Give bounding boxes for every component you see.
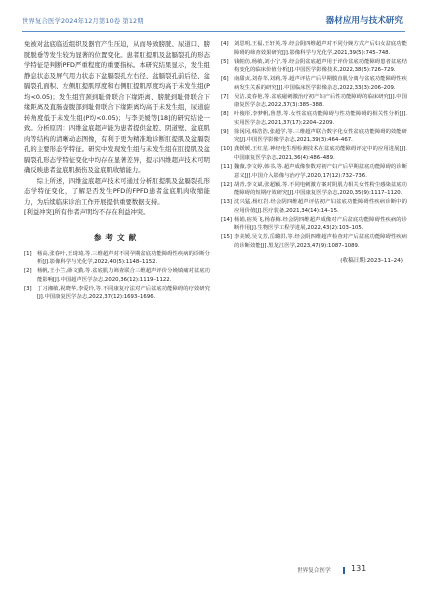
references-title: 参考文献 bbox=[93, 232, 141, 242]
body-paragraph: 免被对盆底临近组织及器官产生压迫，从而导致膀胱、尿道口、膀胱脱垂等发生较为显著的位置变化。患者肛提肌及盆膈裂孔的形态学特征是判断PFD严重程度的重要指标。本研究结果显示，发生组静息状态及屏气用力状态下盆膈裂孔左右径、盆膈裂孔前后径、盆膈裂孔面积、左侧肛提肌厚度和右侧肛提肌厚度均高于未发生组(P均<0.05)；发生组宫颈到耻骨联合下缘距离、膀胱到耻骨联合下缘距离及直肠壶腹部到耻骨联合下缘距离均高于未发生组，尿道旋转角度低于未发生组(P均<0.05)；与李美媛等[18]的研究结论一致。分析原因：四维盆底超声能为患者提供盆腔、阴道壁、盆底肌肉等结构的清晰动态图像，有利于更为精准地诊断肛提肌及盆膈裂孔的主要形态学特征。研究中发现发生组与未发生组在肛提肌及盆膈裂孔形态学特征变化中均存在显著差异，提示四维超声技术可明确反映患者盆底肌损伤及盆底肌收缩能力。 bbox=[24, 41, 210, 174]
received-date: (收稿日期:2023–11–24) bbox=[340, 257, 403, 264]
reference-item: [8] 叶俊彤,李梦帆,鲁慧,等.女性盆底功能障碍与性功能障碍的相关性分析[J].实用医学杂志,2021,37(17):2204–2209. bbox=[221, 111, 407, 126]
body-paragraph: 综上所述，四维盆底超声技术可通过分析肛提肌及盆膈裂孔形态学特征变化，了解是否发生PFD的FPFD患者盆底肌肉收缩能力，为后续临床诊治工作开展提供重要数据支持。 bbox=[24, 177, 210, 206]
reference-item: [7] 吴洁,麦春艳,等.盆底磁刺激治疗初产妇产后性功能障碍的临床研究[J].中国康复医学杂志,2022,37(3):385–388. bbox=[221, 93, 407, 109]
reference-item: [10] 龚媛媛,王红星.神经电生理检测技术在盆底功能障碍评定中的应用进展[J].中国康复医学杂志,2021,36(4):486–489. bbox=[221, 146, 407, 162]
reference-item: [3] 丁习湘敏,祝晓华,李爱玲,等.不同康复疗法对产后盆底功能障碍的疗效研究[J].中国康复医学杂志,2022,37(12):1693–1696. bbox=[24, 285, 210, 301]
reference-item: [11] 魏薇,李文婷,韩书,等.超声成像参数对初产妇产后早期盆底功能障碍的诊断意义[J].中国介入影像与治疗学,2020,17(12):732–736. bbox=[221, 164, 407, 179]
references-list-left bbox=[24, 250, 210, 302]
running-header-section: 器材应用与技术研究 bbox=[325, 16, 403, 26]
footer-journal-name: 世界复合医学 bbox=[297, 568, 331, 574]
reference-item: [6] 南甜贞,刘春莘,刘莉,等.超声评估产后早期膜直肌分离与盆底功能障碍性疾病发生关系的研究[J].中国临床医学影像杂志,2022,33(3):206–209. bbox=[221, 76, 407, 91]
reference-item: [4] 刘思明,王福,王轩英,等.经会阴四维超声对不同分娩方式产后妇女盆底功能障碍的筛查效果研究[J].影像科学与光化学,2021,39(5):745–748. bbox=[221, 41, 407, 56]
right-column bbox=[221, 40, 407, 264]
reference-item: [14] 杨娟,宿英飞,杨春梅.经会阴四维超声成像对产后盆底功能障碍性疾病的诊断作用[J].生物医学工程学进展,2022,43(2):103–105. bbox=[221, 216, 407, 232]
references-list-right bbox=[221, 40, 407, 251]
reference-item: [9] 徐冈冈,韩浩浩,张超学,等.三维超声联合数字化女性盆底功能障碍的效能研究[J].中国医学影像学杂志,2021,39(3):464–467. bbox=[221, 128, 407, 144]
reference-item: [15] 李美媛,吴文芳,岳璐洪,等.经会阴四维超声检查对产后盆底功能障碍性疾病的诊断效能[J].黑龙江医学,2023,47(9):1087–1089. bbox=[221, 234, 407, 249]
conflict-statement: [利益冲突]所有作者声明均不存在利益冲突。 bbox=[24, 209, 150, 216]
reference-item: [1] 杨高,张春叶,王琦琦,等.三维超声对不同孕期盆底功能障碍性疾病的诊断分析[J].影像科学与光化学,2022,40(5):1148–1152. bbox=[24, 250, 210, 266]
reference-item: [5] 钱帕仿,杨敏,刘小宁,等.经会阴盆底超声用于评价盆底功能障碍患者盆底结构变化的临床价值分析[J].中国医学影像技术,2022,38(5):726–729. bbox=[221, 58, 407, 74]
reference-item: [13] 沈兴猛,杨红岩.经会阴四维超声评估初产妇盆底功能障碍性疾病诊断中的应用价值[J].医疗装备,2021,34(14):14–15. bbox=[221, 199, 407, 214]
reference-item: [12] 胡青,李文斌,张超颖,等.不同电刺激方案对阴肌力相关女性粉尘感染盆底功能障碍的短期疗效研究[J].中国康复医学杂志,2020,35(9):1117–1120. bbox=[221, 181, 407, 197]
reference-item: [2] 杨帆,王小兰,薛文勤,等.盆底肌力筛查联合三维超声评价分娩镇痛对盆底功能影响[J].中国超声医学杂志,2020,36(12):1119–1122. bbox=[24, 268, 210, 283]
page-number: 131 bbox=[351, 564, 367, 573]
running-header-left: 世界复合医学2024年12月第10卷 第12期 bbox=[22, 17, 144, 25]
footer-divider bbox=[343, 567, 345, 574]
left-column bbox=[24, 40, 210, 302]
header-rule bbox=[22, 31, 405, 32]
